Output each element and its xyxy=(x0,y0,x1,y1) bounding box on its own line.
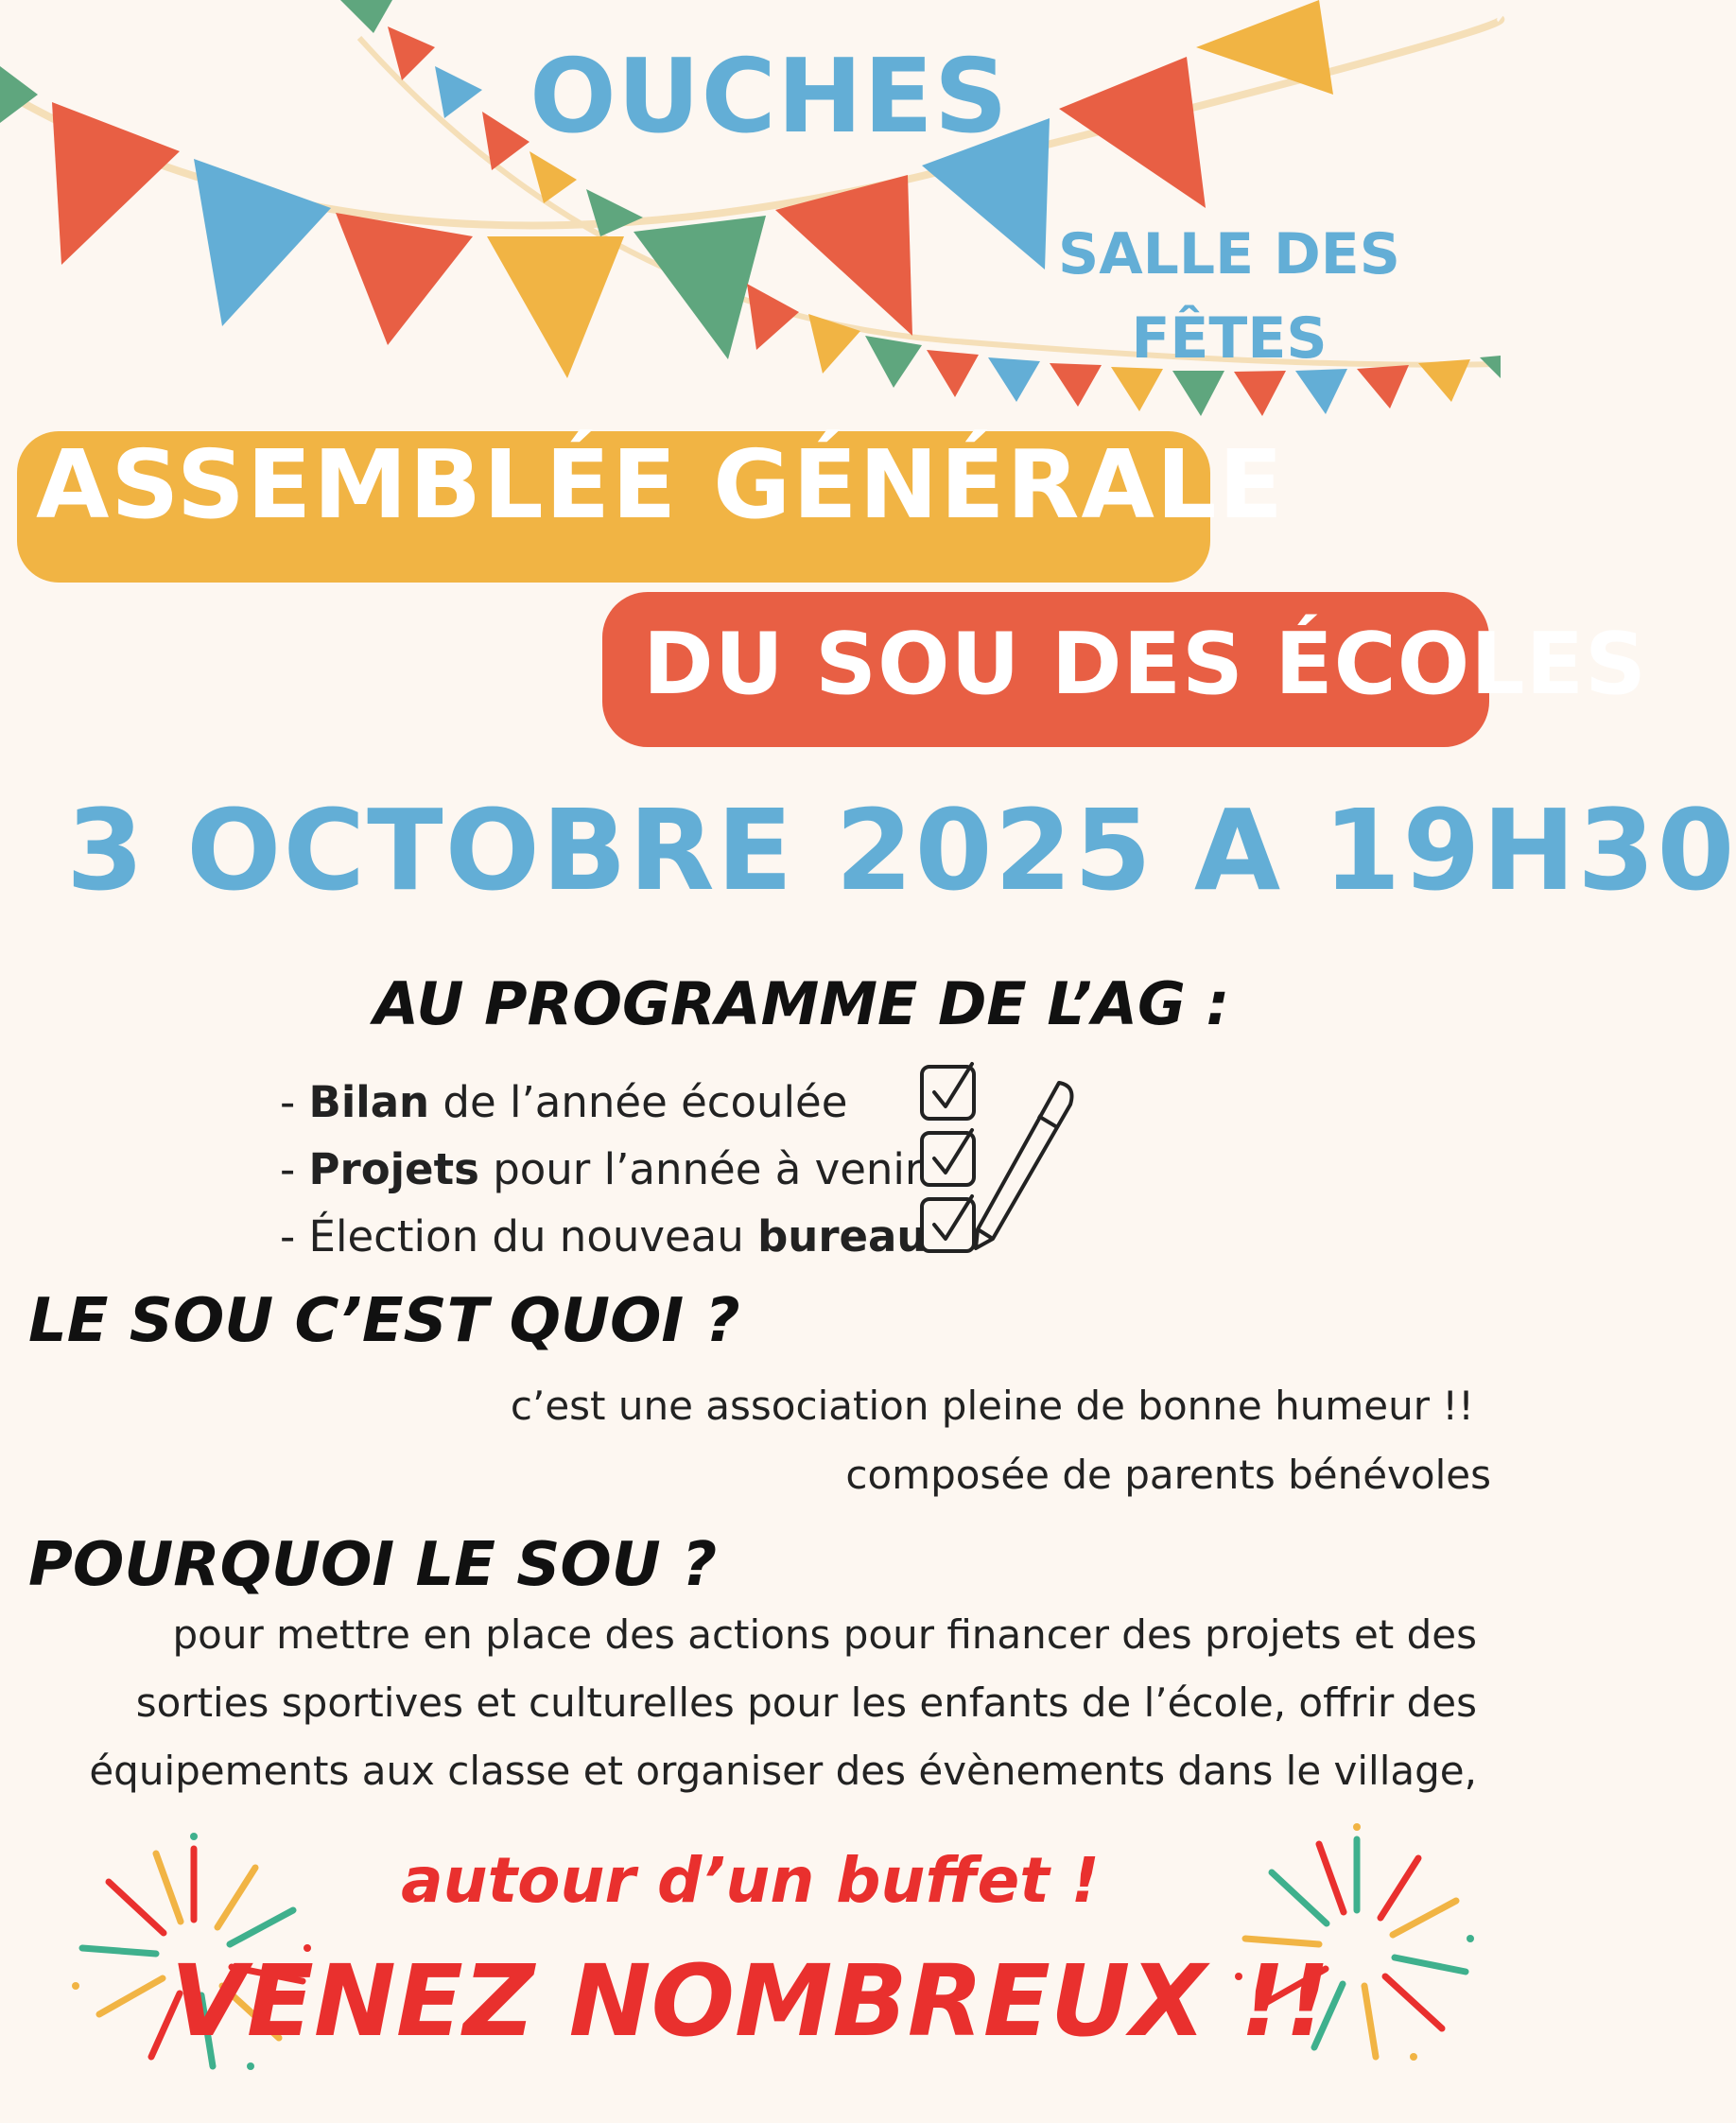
why-line-2: sorties sportives et culturelles pour les enfants de l’école, offrir des xyxy=(135,1679,1477,1726)
cta-buffet: autour d’un buffet ! xyxy=(401,1844,1100,1917)
programme-item-bold: bureau xyxy=(757,1211,928,1262)
title-line-1: ASSEMBLÉE GÉNÉRALE xyxy=(36,429,1285,540)
cta-venez-nombreux: VENEZ NOMBREUX !! xyxy=(170,1943,1330,2059)
programme-list xyxy=(280,1069,927,1270)
pen-icon xyxy=(976,1083,1072,1248)
programme-item-rest: de l’année écoulée xyxy=(429,1077,848,1127)
programme-item-prefix: - xyxy=(280,1077,309,1127)
programme-item-bold: Projets xyxy=(308,1144,479,1194)
checklist-icon xyxy=(917,1059,1087,1267)
programme-item-prefix: - xyxy=(280,1144,309,1194)
programme-item-prefix: - Élection du nouveau xyxy=(280,1211,758,1262)
venue-line-2: FÊTES xyxy=(1131,305,1328,372)
why-heading: POURQUOI LE SOU ? xyxy=(28,1530,718,1600)
venue-line-1: SALLE DES xyxy=(1058,221,1400,287)
event-date: 3 OCTOBRE 2025 A 19H30 xyxy=(66,785,1736,915)
programme-item xyxy=(280,1069,927,1136)
place-name: OUCHES xyxy=(529,38,1009,156)
programme-item xyxy=(280,1203,927,1270)
why-line-1: pour mettre en place des actions pour financer des projets et des xyxy=(172,1611,1477,1658)
programme-item xyxy=(280,1136,927,1203)
what-line-2: composée de parents bénévoles xyxy=(845,1452,1491,1498)
what-heading: LE SOU C’EST QUOI ? xyxy=(28,1286,740,1356)
why-line-3: équipements aux classe et organiser des évènements dans le village, xyxy=(89,1748,1477,1794)
title-line-2: DU SOU DES ÉCOLES xyxy=(643,615,1647,714)
programme-item-bold: Bilan xyxy=(308,1077,430,1127)
programme-heading: AU PROGRAMME DE L’AG : xyxy=(373,969,1230,1038)
what-line-1: c’est une association pleine de bonne humeur !! xyxy=(510,1383,1474,1429)
programme-item-rest: pour l’année à venir xyxy=(478,1144,923,1194)
venue xyxy=(1054,213,1404,381)
